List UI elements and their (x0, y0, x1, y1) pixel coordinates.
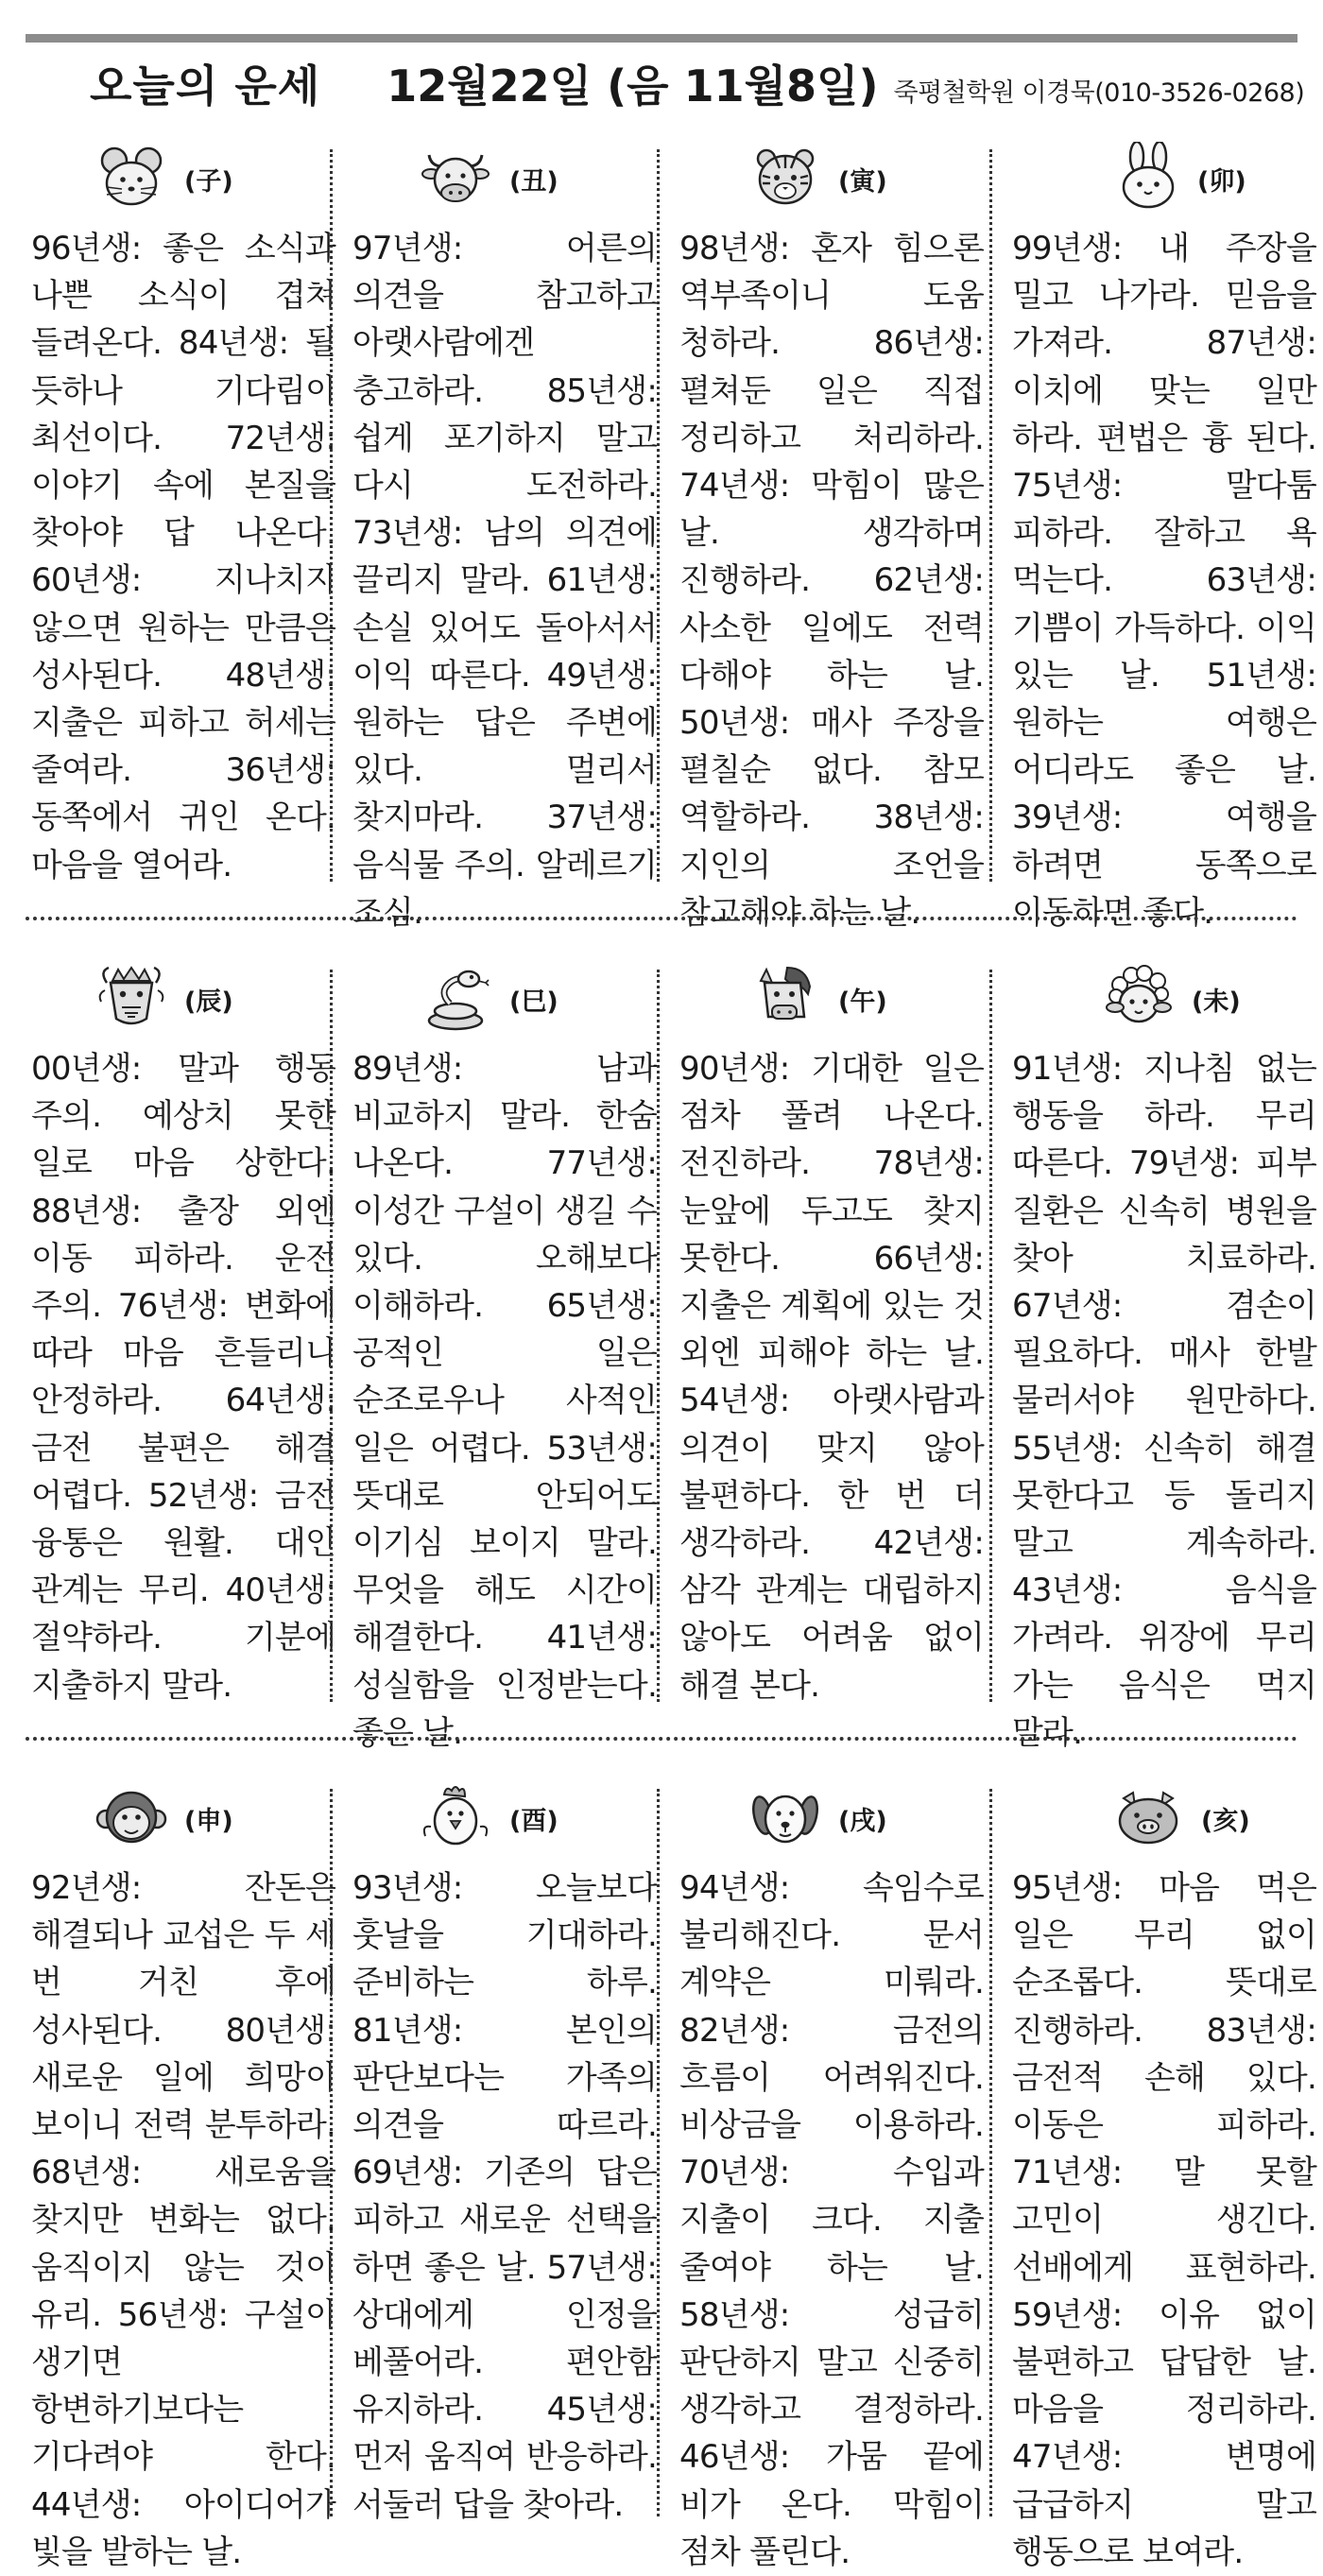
fortune-text: 00년생: 말과 행동 주의. 예상치 못한 일로 마음 상한다. 88년생: 출장 외엔 이동 피하라. 운전 주의. 76년생: 변화에 따라 마음 흔들리니 안정하라. 64년생: 금전 불편은 해결 어렵다. 52년생: 금전 융통은 원활. 대인 관계는 무리. 40년생: 절약하라. 기분에 지출하지 말라. (31, 1050, 335, 1705)
fortune-text: 93년생: 오늘보다 훗날을 기대하라. 준비하는 하루. 81년생: 본인의 판단보다는 가족의 의견을 따르라. 69년생: 기존의 답은 피하고 새로운 선택을 하면 좋은 날. 57년생: 상대에게 인정을 베풀어라. 편안함 유지하라. 45년생: 먼저 움직여 반응하라. 서둘러 답을 찾아라. (352, 1869, 657, 2524)
fortune-column (1006, 962, 1320, 1757)
tiger-icon (747, 142, 823, 214)
monkey-icon (94, 1781, 169, 1853)
rooster-icon (418, 1781, 493, 1853)
fortune-column (347, 142, 661, 936)
fortune-text: 94년생: 속임수로 불리해진다. 문서 계약은 미뤄라. 82년생: 금전의 흐름이 어려워진다. 비상금을 이용하라. 70년생: 수입과 지출이 크다. 지출 줄여야 하는 날. 58년생: 성급히 판단하지 말고 신중히 생각하고 결정하라. 46년생: 가뭄 끝에 비가 온다. 막힘이 점차 풀린다. (679, 1869, 984, 2571)
fortune-column (26, 962, 339, 1709)
fortune-text: 92년생: 잔돈은 해결되나 교섭은 두 세 번 거친 후에 성사된다. 80년생: 새로운 일에 희망이 보이니 전력 분투하라. 68년생: 새로움을 찾지만 변화는 없다. 움직이지 않는 것이 유리. 56년생: 구설이 생기면 항변하기보다는 기다려야 한다. 44년생: 아이디어가 빛을 발하는 날. (31, 1869, 335, 2571)
column-divider (989, 149, 992, 882)
zodiac-branch: (未) (1192, 987, 1241, 1017)
dog-icon (747, 1781, 823, 1853)
sheep-icon (1101, 962, 1177, 1034)
fortune-text: 96년생: 좋은 소식과 나쁜 소식이 겹쳐 들려온다. 84년생: 될 듯하나 기다림이 최선이다. 72년생: 이야기 속에 본질을 찾아야 답 나온다. 60년생: 지나치지 않으면 원하는 만큼은 성사된다. 48년생: 지출은 피하고 허세는 줄여라. 36년생: 동쪽에서 귀인 온다. 마음을 열어라. (31, 230, 335, 884)
zodiac-branch: (申) (184, 1807, 233, 1836)
column-divider (657, 970, 660, 1702)
column-divider (657, 149, 660, 882)
fortune-text: 95년생: 마음 먹은 일은 무리 없이 순조롭다. 뜻대로 진행하라. 83년생: 금전적 손해 있다. 이동은 피하라. 71년생: 말 못할 고민이 생긴다. 선배에게 표현하라. 59년생: 이유 없이 불편하고 답답한 날. 마음을 정리하라. 47년생: 변명에 급급하지 말고 행동으로 보여라. (1012, 1869, 1316, 2571)
fortune-column (26, 1781, 339, 2576)
zodiac-branch: (子) (184, 167, 233, 197)
fortune-column (1006, 142, 1320, 936)
horse-icon (747, 962, 823, 1034)
fortune-row-1 (26, 142, 1316, 932)
page-header (90, 49, 1305, 117)
fortune-row-2 (26, 962, 1316, 1752)
page-title: 오늘의 운세 (90, 60, 321, 112)
rat-icon (94, 142, 169, 214)
fortune-text: 98년생: 혼자 힘으론 역부족이니 도움 청하라. 86년생: 펼쳐둔 일은 직접 정리하고 처리하라. 74년생: 막힘이 많은 날. 생각하며 진행하라. 62년생: 사소한 일에도 전력 다해야 하는 날. 50년생: 매사 주장을 펼칠순 없다. 참모 역할하라. 38년생: 지인의 조언을 참고해야 하는 날. (679, 230, 984, 932)
page-date: 12월22일 (음 11월8일) (387, 60, 879, 112)
column-divider (989, 1789, 992, 2516)
zodiac-branch: (戌) (838, 1807, 887, 1836)
fortune-row-3 (26, 1781, 1316, 2571)
zodiac-branch: (酉) (509, 1807, 558, 1836)
zodiac-branch: (寅) (838, 167, 887, 197)
column-divider (330, 1789, 333, 2516)
column-divider (989, 970, 992, 1702)
zodiac-branch: (卯) (1197, 167, 1246, 197)
column-divider (657, 1789, 660, 2516)
top-rule (26, 34, 1297, 43)
zodiac-branch: (辰) (184, 987, 233, 1017)
snake-icon (418, 962, 493, 1034)
zodiac-branch: (午) (838, 987, 887, 1017)
row-divider (26, 1737, 1297, 1741)
fortune-text: 91년생: 지나침 없는 행동을 하라. 무리 따른다. 79년생: 피부 질환은 신속히 병원을 찾아 치료하라. 67년생: 겸손이 필요하다. 매사 한발 물러서야 원만하다. 55년생: 신속히 해결 못한다고 등 돌리지 말고 계속하라. 43년생: 음식을 가려라. 위장에 무리 가는 음식은 먹지 말라. (1012, 1050, 1316, 1752)
zodiac-branch: (亥) (1201, 1807, 1250, 1836)
zodiac-branch: (巳) (509, 987, 558, 1017)
ox-icon (418, 142, 493, 214)
dragon-icon (94, 962, 169, 1034)
rabbit-icon (1110, 142, 1186, 214)
column-divider (330, 970, 333, 1702)
fortune-column (674, 1781, 988, 2576)
zodiac-branch: (丑) (509, 167, 558, 197)
fortune-column (674, 142, 988, 936)
fortune-text: 90년생: 기대한 일은 점차 풀려 나온다. 전진하라. 78년생: 눈앞에 두고도 찾지 못한다. 66년생: 지출은 계획에 있는 것 외엔 피해야 하는 날. 54년생: 아랫사람과 의견이 맞지 않아 불편하다. 한 번 더 생각하라. 42년생: 삼각 관계는 대립하지 않아도 어려움 없이 해결 본다. (679, 1050, 984, 1705)
fortune-text: 89년생: 남과 비교하지 말라. 한숨 나온다. 77년생: 이성간 구설이 생길 수 있다. 오해보다 이해하라. 65년생: 공적인 일은 순조로우나 사적인 일은 어렵다. 53년생: 뜻대로 안되어도 이기심 보이지 말라. 무엇을 해도 시간이 해결한다. 41년생: 성실함을 인정받는다. 좋은 날. (352, 1050, 657, 1752)
fortune-column (347, 1781, 661, 2529)
fortune-column (1006, 1781, 1320, 2576)
page-credit: 죽평철학원 이경묵(010-3526-0268) (893, 77, 1305, 108)
fortune-column (674, 962, 988, 1709)
fortune-text: 99년생: 내 주장을 밀고 나가라. 믿음을 가져라. 87년생: 이치에 맞는 일만 하라. 편법은 흉 된다. 75년생: 말다툼 피하라. 잘하고 욕 먹는다. 63년생: 기쁨이 가득하다. 이익 있는 날. 51년생: 원하는 여행은 어디라도 좋은 날. 39년생: 여행을 하려면 동쪽으로 이동하면 좋다. (1012, 230, 1316, 932)
row-divider (26, 917, 1297, 920)
fortune-column (347, 962, 661, 1757)
fortune-text: 97년생: 어른의 의견을 참고하고 아랫사람에겐 충고하라. 85년생: 쉽게 포기하지 말고 다시 도전하라. 73년생: 남의 의견에 끌리지 말라. 61년생: 손실 있어도 돌아서서 이익 따른다. 49년생: 원하는 답은 주변에 있다. 멀리서 찾지마라. 37년생: 음식물 주의. 알레르기 조심. (352, 230, 657, 932)
column-divider (330, 149, 333, 882)
fortune-column (26, 142, 339, 889)
pig-icon (1110, 1781, 1186, 1853)
